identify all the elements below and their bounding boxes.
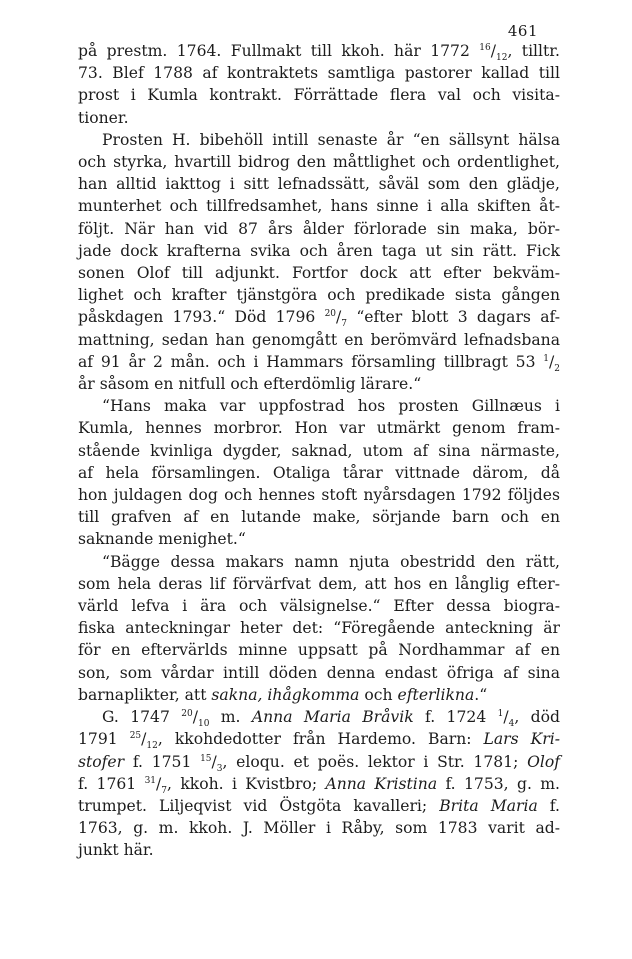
text-line — [78, 395, 560, 417]
text-run: munterhet och tillfredsamhet, hans sinne i alla skiften åt- — [78, 197, 560, 216]
text-run: för en eftervärlds minne uppsatt på Nordhammar af en — [78, 641, 560, 660]
text-run: Anna Maria Bråvik — [251, 708, 414, 727]
text-run: f. 1753, g. m. — [437, 774, 561, 793]
text-line — [78, 595, 560, 617]
text-line — [78, 528, 560, 550]
text-line — [78, 839, 560, 861]
text-line — [78, 462, 560, 484]
text-run: af 91 år 2 mån. och i Hammars församling tillbragt 53 — [78, 352, 544, 371]
text-run: värld lefva i ära och välsignelse.“ Efter dessa biogra- — [78, 597, 560, 616]
superscript: 15 — [200, 753, 212, 764]
text-line — [78, 84, 560, 106]
text-line — [78, 107, 560, 129]
text-run: barnaplikter, att — [78, 685, 212, 704]
text-line — [78, 173, 560, 195]
text-line — [78, 240, 560, 262]
text-line — [78, 773, 560, 795]
superscript: 16 — [479, 42, 491, 53]
text-run: junkt här. — [78, 841, 154, 860]
text-run: fiska anteckningar heter det: “Föregående anteckning är — [78, 619, 560, 638]
text-run: hon juldagen dog och hennes stoft nyårsdagen 1792 följdes — [78, 486, 560, 505]
text-run: , kkoh. i Kvistbro; — [167, 774, 326, 793]
text-line — [78, 817, 560, 839]
superscript: 25 — [129, 731, 142, 742]
text-line — [78, 662, 560, 684]
text-line — [78, 373, 560, 395]
text-line — [78, 795, 560, 817]
text-run: mattning, sedan han genomgått en berömvärd lefnadsbana — [78, 330, 560, 349]
text-run: Kumla, hennes morbror. Hon var utmärkt genom fram- — [78, 419, 560, 438]
superscript: 20 — [324, 309, 337, 320]
text-run: jade dock krafterna svika och åren taga ut sin rätt. Fick — [78, 241, 560, 260]
text-run: efterlikna — [397, 685, 475, 704]
text-run: som hela deras lif förvärfvat dem, att hos en långlig efter- — [78, 574, 560, 593]
text-run: / — [503, 708, 509, 727]
subscript: 12 — [146, 741, 158, 752]
text-run: 1763, g. m. kkoh. J. Möller i Råby, som 1783 varit ad- — [78, 819, 560, 838]
text-line — [78, 639, 560, 661]
text-run: G. 1747 — [102, 708, 182, 727]
text-run: “efter blott 3 dagars af- — [347, 308, 560, 327]
subscript: 12 — [496, 53, 508, 64]
text-run: stofer — [78, 752, 125, 771]
text-run: / — [490, 42, 497, 60]
superscript: 31 — [144, 775, 157, 786]
subscript: 3 — [216, 763, 223, 774]
text-run: saknande menighet.“ — [78, 530, 246, 549]
text-line — [78, 706, 560, 728]
text-run: m. — [209, 708, 252, 727]
text-run: och — [359, 685, 398, 704]
text-line — [78, 484, 560, 506]
text-run: / — [549, 352, 555, 371]
text-run: .“ — [474, 685, 488, 704]
text-line — [78, 351, 560, 373]
text-run: f. — [537, 796, 560, 815]
text-line — [78, 129, 560, 151]
subscript: 7 — [341, 319, 348, 330]
text-line — [78, 728, 560, 750]
text-run: Anna Kristina — [325, 774, 438, 793]
text-line — [78, 40, 560, 62]
text-line — [78, 440, 560, 462]
text-run: sonen Olof till adjunkt. Fortfor dock att efter bekväm- — [78, 264, 560, 283]
text-run: f. 1724 — [413, 708, 498, 727]
text-run: Lars Kri- — [483, 730, 560, 749]
text-line — [78, 195, 560, 217]
text-run: han alltid iakttog i sitt lefnadssätt, såväl som den glädje, — [78, 175, 560, 194]
subscript: 4 — [508, 719, 515, 730]
superscript: 20 — [181, 708, 193, 719]
text-run: / — [141, 730, 147, 749]
text-run: år såsom en nitfull och efterdömlig lärare.“ — [78, 375, 422, 394]
superscript: 1 — [543, 353, 549, 364]
text-run: f. 1761 — [78, 774, 145, 793]
text-line — [78, 329, 560, 351]
text-line — [78, 551, 560, 573]
text-run: prost i Kumla kontrakt. Förrättade flera val och visita- — [78, 86, 560, 105]
text-run: Olof — [527, 752, 560, 771]
body-text — [78, 40, 560, 862]
text-run: sakna, ihågkomma — [211, 685, 360, 704]
text-run: tioner. — [78, 108, 129, 127]
text-run: till grafven af en lutande make, sörjande barn och en — [78, 508, 560, 527]
text-run: trumpet. Liljeqvist vid Östgöta kavalleri; — [78, 796, 440, 815]
superscript: 1 — [497, 708, 504, 719]
text-line — [78, 218, 560, 240]
text-run: stående kvinliga dygder, saknad, utom af sina närmaste, — [78, 441, 560, 460]
text-run: f. 1751 — [124, 752, 201, 771]
text-line — [78, 751, 560, 773]
text-run: Prosten H. bibehöll intill senaste år “en sällsynt hälsa — [102, 130, 560, 149]
text-run: , tilltr. — [507, 42, 560, 60]
text-run: påskdagen 1793.“ Död 1796 — [78, 308, 325, 327]
text-line — [78, 284, 560, 306]
text-run: / — [336, 308, 342, 327]
text-run: af hela församlingen. Otaliga tårar vittnade därom, då — [78, 463, 560, 482]
subscript: 10 — [197, 719, 210, 730]
text-run: , död — [514, 708, 560, 727]
text-line — [78, 262, 560, 284]
text-run: “Hans maka var uppfostrad hos prosten Gillnæus i — [102, 397, 560, 416]
page-number: 461 — [507, 22, 538, 40]
text-line — [78, 506, 560, 528]
text-run: Brita Maria — [439, 796, 538, 815]
text-line — [78, 151, 560, 173]
subscript: 7 — [161, 785, 168, 796]
text-line — [78, 573, 560, 595]
text-run: / — [156, 774, 162, 793]
text-line — [78, 417, 560, 439]
text-line — [78, 62, 560, 84]
text-run: , kkohdedotter från Hardemo. Barn: — [157, 730, 484, 749]
text-run: / — [192, 708, 198, 727]
text-run: / — [211, 752, 217, 771]
text-line — [78, 306, 560, 328]
text-line — [78, 617, 560, 639]
text-run: son, som vårdar intill döden denna endast öfriga af sina — [78, 663, 560, 682]
subscript: 2 — [554, 363, 560, 374]
text-run: följt. När han vid 87 års ålder förlorade sin maka, bör- — [78, 219, 560, 238]
text-run: 73. Blef 1788 af kontraktets samtliga pastorer kallad till — [78, 64, 560, 83]
text-run: och styrka, hvartill bidrog den måttlighet och ordentlighet, — [78, 153, 560, 172]
text-run: “Bägge dessa makars namn njuta obestridd den rätt, — [102, 552, 560, 571]
text-run: på prestm. 1764. Fullmakt till kkoh. här 1772 — [78, 42, 480, 60]
text-line — [78, 684, 560, 706]
text-run: lighet och krafter tjänstgöra och predikade sista gången — [78, 286, 560, 305]
text-run: , eloqu. et poës. lektor i Str. 1781; — [222, 752, 528, 771]
text-run: 1791 — [78, 730, 130, 749]
